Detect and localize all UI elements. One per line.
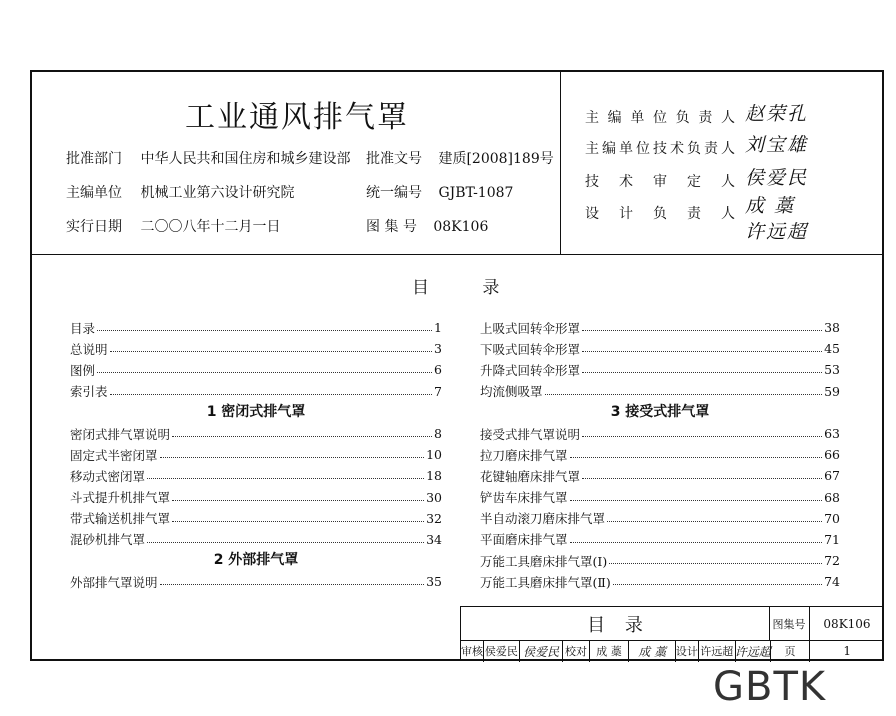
toc-entry-title: 混砂机排气罩	[70, 532, 146, 548]
toc-right-column	[480, 317, 840, 592]
toc-entry-page: 45	[824, 341, 840, 357]
toc-entry[interactable]	[70, 487, 442, 508]
toc-entry-title: 升降式回转伞形罩	[480, 362, 581, 378]
toc-entry[interactable]	[480, 338, 840, 359]
toc-section-heading: 1 密闭式排气罩	[206, 403, 306, 420]
toc-entry-page: 53	[824, 362, 840, 378]
toc-entry-title: 目录	[70, 320, 96, 336]
toc-entry-page: 30	[426, 489, 442, 505]
toc-entry-page: 63	[824, 426, 840, 442]
dot-leader	[582, 372, 822, 373]
page-value: 1	[843, 644, 852, 658]
toc-entry[interactable]	[480, 571, 840, 592]
dot-leader	[160, 584, 425, 585]
header-vertical-divider	[560, 70, 561, 255]
dot-leader	[172, 521, 424, 522]
toc-entry-title: 图例	[70, 362, 96, 378]
toc-entry-page: 1	[434, 320, 442, 336]
signature: 刘宝雄	[745, 134, 809, 156]
review-signature: 侯爱民	[520, 640, 564, 662]
dot-leader	[97, 330, 432, 331]
dot-leader	[110, 394, 433, 395]
meta-row	[66, 216, 280, 236]
toc-entry[interactable]	[70, 317, 442, 338]
dot-leader	[110, 351, 433, 352]
dot-leader	[570, 500, 823, 501]
toc-entry-title: 接受式排气罩说明	[480, 426, 581, 442]
toc-entry-page: 66	[824, 447, 840, 463]
meta-row	[66, 148, 350, 168]
toc-entry-title: 下吸式回转伞形罩	[480, 341, 581, 357]
meta-row	[366, 182, 513, 202]
responsible-label: 主编单位技术负责人	[585, 141, 735, 157]
toc-entry[interactable]	[480, 317, 840, 338]
toc-entry-page: 71	[824, 531, 840, 547]
toc-entry-page: 8	[434, 426, 442, 442]
toc-entry[interactable]	[70, 423, 442, 444]
atlas-value: 08K106	[823, 616, 871, 631]
dot-leader	[147, 478, 424, 479]
title-block-row	[461, 607, 884, 641]
dot-leader	[582, 351, 822, 352]
meta-label: 批准部门	[66, 151, 122, 167]
responsible-label: 主编单位负责人	[585, 110, 735, 126]
toc-entry[interactable]	[480, 359, 840, 380]
toc-entry-page: 3	[434, 341, 442, 357]
signature: 许远超	[745, 221, 809, 243]
toc-entry-title: 索引表	[70, 384, 108, 400]
toc-entry[interactable]	[70, 359, 442, 380]
toc-entry-page: 35	[426, 574, 442, 590]
toc-entry-title: 密闭式排气罩说明	[70, 426, 171, 442]
signature: 赵荣孔	[745, 103, 809, 125]
check-name: 成 藁	[590, 640, 630, 662]
meta-row	[66, 182, 294, 202]
header-divider	[30, 254, 884, 255]
toc-entry-page: 59	[824, 383, 840, 399]
atlas-title: 工业通风排气罩	[185, 100, 409, 135]
toc-title: 目 录	[412, 278, 500, 298]
design-label: 设计	[676, 640, 699, 662]
check-label: 校对	[563, 640, 589, 662]
toc-entry-title: 移动式密闭罩	[70, 468, 146, 484]
atlas-label: 图集号	[769, 607, 810, 640]
toc-entry-page: 18	[426, 468, 442, 484]
meta-label: 批准文号	[366, 151, 422, 167]
responsible-row	[585, 107, 735, 127]
toc-entry-page: 7	[434, 383, 442, 399]
toc-entry-title: 半自动滚刀磨床排气罩	[480, 511, 606, 527]
dot-leader	[613, 584, 822, 585]
review-name: 侯爱民	[484, 640, 520, 662]
toc-entry-title: 上吸式回转伞形罩	[480, 320, 581, 336]
toc-entry-title: 平面磨床排气罩	[480, 532, 568, 548]
meta-value: 二〇〇八年十二月一日	[140, 219, 281, 235]
review-label: 审核	[461, 640, 484, 662]
toc-entry[interactable]	[70, 465, 442, 486]
toc-entry[interactable]	[480, 465, 840, 486]
toc-entry-page: 38	[824, 320, 840, 336]
meta-value: GJBT-1087	[438, 185, 514, 201]
toc-entry-title: 均流侧吸罩	[480, 384, 543, 400]
design-signature: 许远超	[736, 640, 771, 662]
dot-leader	[582, 330, 822, 331]
toc-entry-title: 铲齿车床排气罩	[480, 490, 568, 506]
toc-entry-title: 花键轴磨床排气罩	[480, 468, 581, 484]
toc-entry-title: 万能工具磨床排气罩(Ⅱ)	[480, 574, 611, 590]
dot-leader	[609, 563, 822, 564]
toc-entry-page: 68	[824, 489, 840, 505]
toc-entry[interactable]	[480, 423, 840, 444]
title-block	[460, 606, 884, 661]
toc-entry[interactable]	[480, 487, 840, 508]
dot-leader	[570, 457, 823, 458]
meta-label: 主编单位	[66, 185, 122, 201]
page-label: 页	[771, 640, 811, 662]
responsible-label: 技术审定人	[585, 174, 735, 190]
watermark: GBTK	[713, 664, 827, 710]
toc-entry[interactable]	[70, 571, 442, 592]
toc-entry-page: 70	[824, 510, 840, 526]
toc-left-column	[70, 317, 442, 592]
dot-leader	[582, 436, 822, 437]
title-block-row	[461, 640, 884, 662]
responsible-label: 设计负责人	[585, 206, 735, 222]
dot-leader	[172, 436, 432, 437]
toc-entry[interactable]	[70, 529, 442, 550]
meta-label: 图 集 号	[366, 219, 417, 235]
meta-value: 机械工业第六设计研究院	[140, 185, 295, 201]
toc-entry-page: 34	[426, 531, 442, 547]
toc-entry[interactable]	[70, 338, 442, 359]
responsible-row	[585, 171, 735, 191]
meta-label: 统一编号	[366, 185, 422, 201]
check-signature: 成 藁	[629, 640, 676, 662]
toc-entry[interactable]	[70, 508, 442, 529]
meta-value: 08K106	[433, 219, 489, 235]
dot-leader	[570, 542, 823, 543]
dot-leader	[607, 521, 822, 522]
signature: 成 藁	[745, 195, 796, 217]
toc-entry-title: 拉刀磨床排气罩	[480, 447, 568, 463]
meta-value: 中华人民共和国住房和城乡建设部	[140, 151, 351, 167]
toc-entry-page: 67	[824, 468, 840, 484]
toc-section-heading: 3 接受式排气罩	[610, 403, 710, 420]
toc-entry-page: 72	[824, 553, 840, 569]
design-name: 许远超	[699, 640, 736, 662]
dot-leader	[582, 478, 822, 479]
meta-label: 实行日期	[66, 219, 122, 235]
toc-entry[interactable]	[480, 529, 840, 550]
toc-entry-title: 固定式半密闭罩	[70, 447, 158, 463]
responsible-row	[585, 203, 735, 223]
toc-entry[interactable]	[480, 508, 840, 529]
toc-entry[interactable]	[480, 444, 840, 465]
dot-leader	[160, 457, 425, 458]
dot-leader	[545, 394, 823, 395]
signature: 侯爱民	[745, 167, 809, 189]
toc-entry-title: 外部排气罩说明	[70, 574, 158, 590]
toc-section-heading: 2 外部排气罩	[213, 552, 299, 569]
dot-leader	[97, 372, 432, 373]
dot-leader	[147, 542, 424, 543]
toc-entry-title: 总说明	[70, 341, 108, 357]
toc-entry-title: 万能工具磨床排气罩(Ⅰ)	[480, 553, 608, 569]
toc-entry[interactable]	[480, 550, 840, 571]
toc-entry-title: 斗式提升机排气罩	[70, 490, 171, 506]
responsible-row	[585, 138, 735, 158]
meta-value: 建质[2008]189号	[438, 151, 554, 167]
toc-entry[interactable]	[480, 381, 840, 402]
toc-entry-page: 6	[434, 362, 442, 378]
toc-entry[interactable]	[70, 444, 442, 465]
toc-entry-title: 带式输送机排气罩	[70, 511, 171, 527]
toc-entry-page: 74	[824, 574, 840, 590]
toc-entry-page: 32	[426, 510, 442, 526]
meta-row	[366, 216, 488, 236]
dot-leader	[172, 500, 424, 501]
sheet-title: 目 录	[461, 607, 770, 640]
toc-entry-page: 10	[426, 447, 442, 463]
toc-entry[interactable]	[70, 381, 442, 402]
meta-row	[366, 148, 554, 168]
